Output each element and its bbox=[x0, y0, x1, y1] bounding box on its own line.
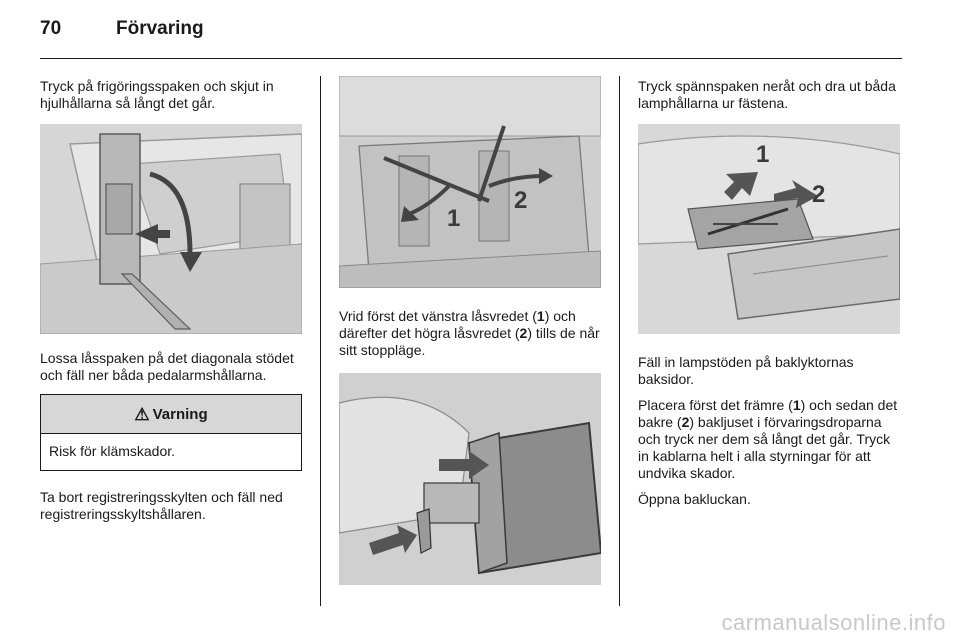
warning-title: Varning bbox=[152, 405, 208, 423]
paragraph: Fäll in lampstöden på baklyktornas baksidor. bbox=[638, 354, 854, 387]
paragraph: Ta bort registreringsskylten och fäll ned registreringsskyltshållaren. bbox=[40, 489, 283, 522]
column-1 bbox=[40, 78, 302, 532]
column-2 bbox=[339, 78, 601, 585]
figure-label-2: 2 bbox=[514, 187, 528, 214]
page-header bbox=[40, 18, 902, 48]
warning-triangle-icon: ⚠ bbox=[134, 404, 150, 424]
paragraph: Vrid först det vänstra låsvredet (1) och därefter det högra låsvredet (2) tills de når sitt stoppläge. bbox=[339, 308, 600, 358]
illustration-wheel-holder bbox=[40, 124, 302, 334]
chapter-title: Förvaring bbox=[116, 18, 204, 39]
watermark: carmanualsonline.info bbox=[721, 610, 946, 635]
paragraph: Lossa låsspaken på det diagonala stödet och fäll ner båda pedalarmshållarna. bbox=[40, 350, 294, 383]
figure-label-2: 2 bbox=[812, 181, 826, 208]
figure-label-1: 1 bbox=[447, 205, 461, 232]
page-number: 70 bbox=[40, 18, 62, 39]
warning-box bbox=[40, 394, 302, 471]
figure-label-1: 1 bbox=[756, 141, 770, 168]
header-divider bbox=[40, 58, 902, 59]
column-3 bbox=[638, 78, 900, 517]
illustration-license-holder bbox=[339, 373, 601, 585]
warning-text: Risk för klämskador. bbox=[49, 443, 176, 459]
paragraph: Tryck spännspaken neråt och dra ut båda lamphållarna ur fästena. bbox=[638, 78, 896, 111]
column-divider-2 bbox=[619, 76, 620, 606]
column-divider-1 bbox=[320, 76, 321, 606]
paragraph: Tryck på frigöringsspaken och skjut in hjulhållarna så långt det går. bbox=[40, 78, 274, 111]
warning-header bbox=[41, 395, 301, 434]
paragraph: Öppna bakluckan. bbox=[638, 491, 751, 507]
illustration-lock-knobs bbox=[339, 76, 601, 288]
paragraph: Placera först det främre (1) och sedan det bakre (2) bakljuset i förvaringsdroparna och tryck ner dem så långt det går. Tryck in kablarna helt i alla styrningar för att undvika skador. bbox=[638, 397, 898, 481]
illustration-lamp-holders bbox=[638, 124, 900, 334]
